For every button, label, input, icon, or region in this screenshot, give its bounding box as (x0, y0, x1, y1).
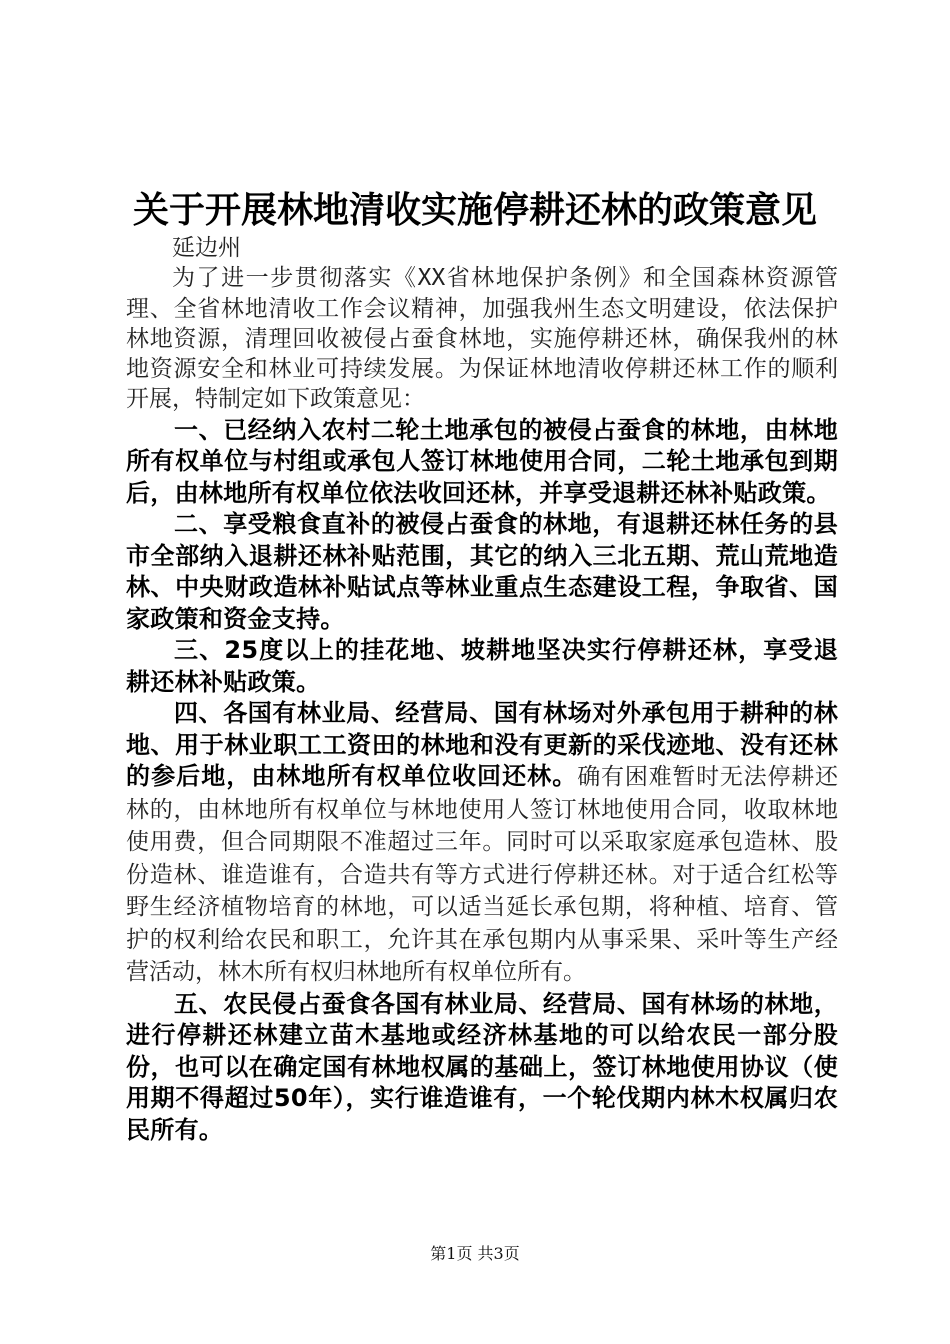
document-title: 关于开展林地清收实施停耕还林的政策意见 (132, 189, 817, 231)
policy-item-4-detail: 确有困难暂时无法停耕还林的，由林地所有权单位与林地使用人签订林地使用合同，收取林地使用费，但合同期限不准超过三年。同时可以采取家庭承包造林、股份造林、谁造谁有，合造共有等方式进行停耕还林。对于适合红松等野生经济植物培育的林地，可以适当延长承包期，将种植、培育、管护的权利给农民和职工，允许其在承包期内从事采果、采叶等生产经营活动，林木所有权归林地所有权单位所有。 (126, 764, 838, 986)
policy-item-5: 五、农民侵占蚕食各国有林业局、经营局、国有林场的林地，进行停耕还林建立苗木基地或经济林基地的可以给农民一部分股份，也可以在确定国有林地权属的基础上，签订林地使用协议（使用期不得超过50年），实行谁造谁有，一个轮伐期内林木权属归农民所有。 (126, 989, 838, 1144)
policy-item-2: 二、享受粮食直补的被侵占蚕食的林地，有退耕还林任务的县市全部纳入退耕还林补贴范围，其它的纳入三北五期、荒山荒地造林、中央财政造林补贴试点等林业重点生态建设工程，争取省、国家政策和资金支持。 (126, 510, 838, 633)
page-footer: 第1页 共3页 (430, 1244, 520, 1263)
document-body (126, 233, 838, 1146)
policy-item-1: 一、已经纳入农村二轮土地承包的被侵占蚕食的林地，由林地所有权单位与村组或承包人签订林地使用合同，二轮土地承包到期后，由林地所有权单位依法收回还林，并享受退耕还林补贴政策。 (126, 415, 838, 507)
policy-item-3: 三、25度以上的挂花地、坡耕地坚决实行停耕还林，享受退耕还林补贴政策。 (126, 636, 838, 696)
intro-paragraph: 为了进一步贯彻落实《XX省林地保护条例》和全国森林资源管理、全省林地清收工作会议精神，加强我州生态文明建设，依法保护林地资源，清理回收被侵占蚕食林地，实施停耕还林，确保我州的林地资源安全和林业可持续发展。为保证林地清收停耕还林工作的顺利开展，特制定如下政策意见： (126, 265, 838, 413)
policy-item-4 (126, 698, 838, 989)
author-line: 延边州 (172, 235, 241, 261)
policy-item-4-main: 四、各国有林业局、经营局、国有林场对外承包用于耕种的林地、用于林业职工工资田的林地和没有更新的采伐迹地、没有还林的参后地，由林地所有权单位收回还林。 (126, 699, 838, 791)
